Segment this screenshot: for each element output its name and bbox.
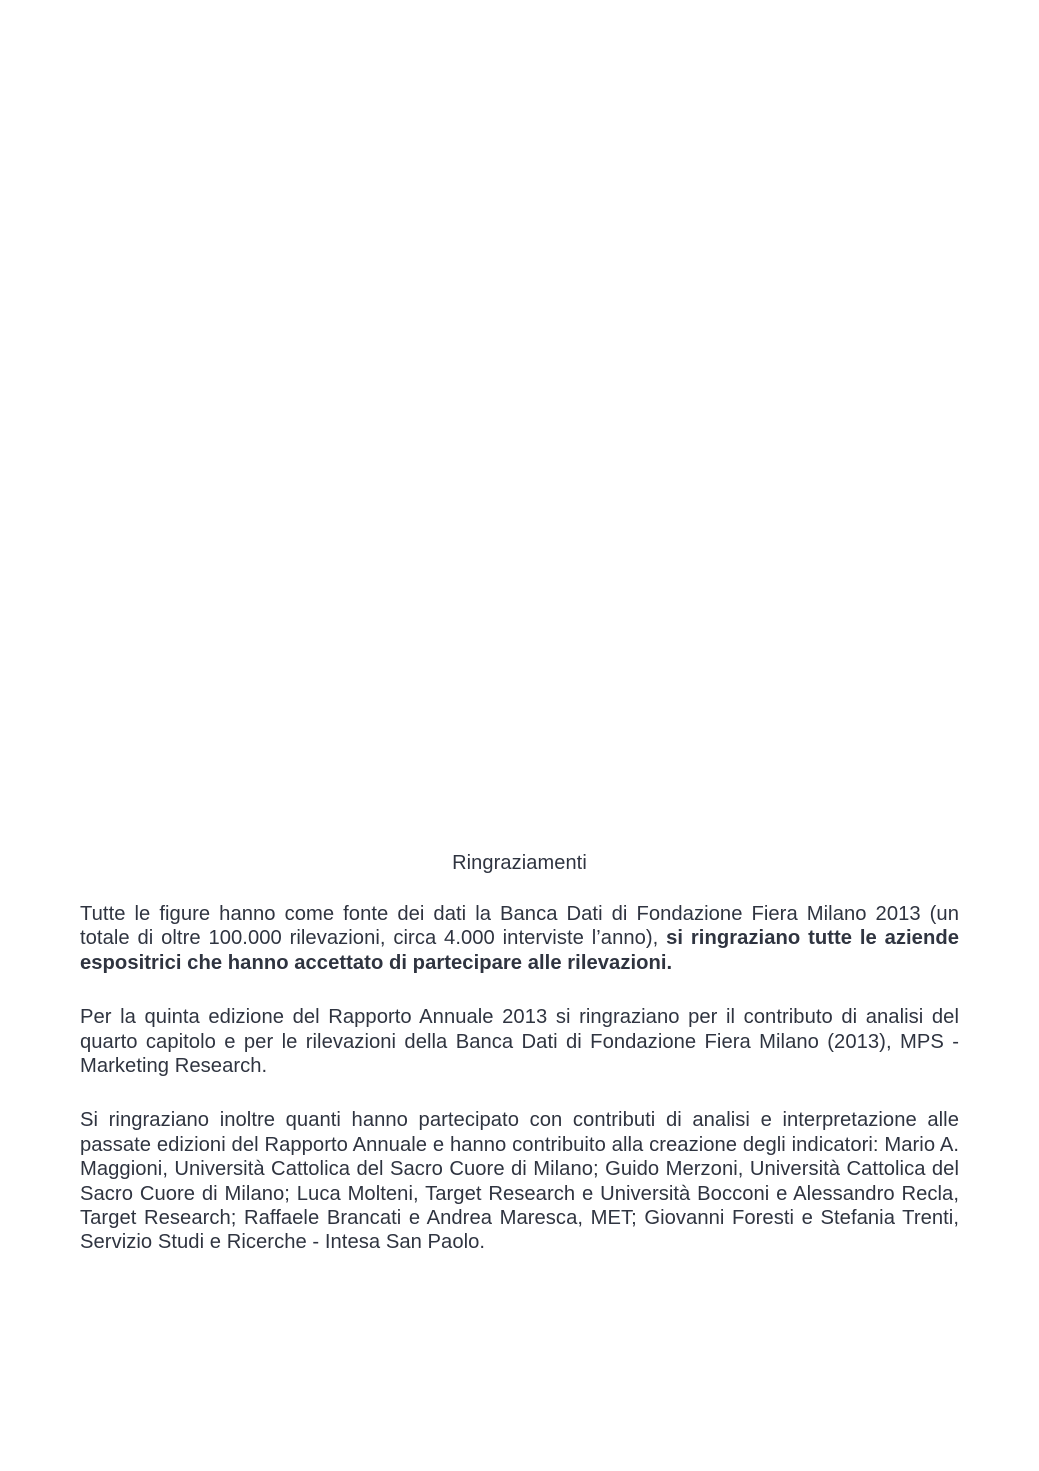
section-heading: Ringraziamenti (452, 852, 587, 874)
acknowledgements-section (80, 848, 959, 1285)
paragraph-data-source-bold-text: si ringraziano tutte le aziende espositrici che hanno accettato di partecipare alle rilevazioni. (80, 927, 960, 974)
paragraph-data-source (80, 902, 959, 975)
paragraph-fifth-edition: Per la quinta edizione del Rapporto Annuale 2013 si ringraziano per il contributo di analisi del quarto capitolo e per le rilevazioni della Banca Dati di Fondazione Fiera Milano (2013), MPS - Marketing Research. (80, 1006, 959, 1078)
paragraph-contributors: Si ringraziano inoltre quanti hanno partecipato con contributi di analisi e interpretazione alle passate edizioni del Rapporto Annuale e hanno contribuito alla creazione degli indicatori: Mario A. Maggioni, Università Cattolica del Sacro Cuore di Milano; Guido Merzoni, Università Cattolica del Sacro Cuore di Milano; Luca Molteni, Target Research e Università Bocconi e Alessandro Recla, Target Research; Raffaele Brancati e Andrea Maresca, MET; Giovanni Foresti e Stefania Trenti, Servizio Studi e Ricerche - Intesa San Paolo. (80, 1109, 959, 1254)
paragraph-data-source-text: Tutte le figure hanno come fonte dei dati la Banca Dati di Fondazione Fiera Milano 2013 (un totale di oltre 100.000 rilevazioni, circa 4.000 interviste l’anno), (80, 903, 959, 950)
